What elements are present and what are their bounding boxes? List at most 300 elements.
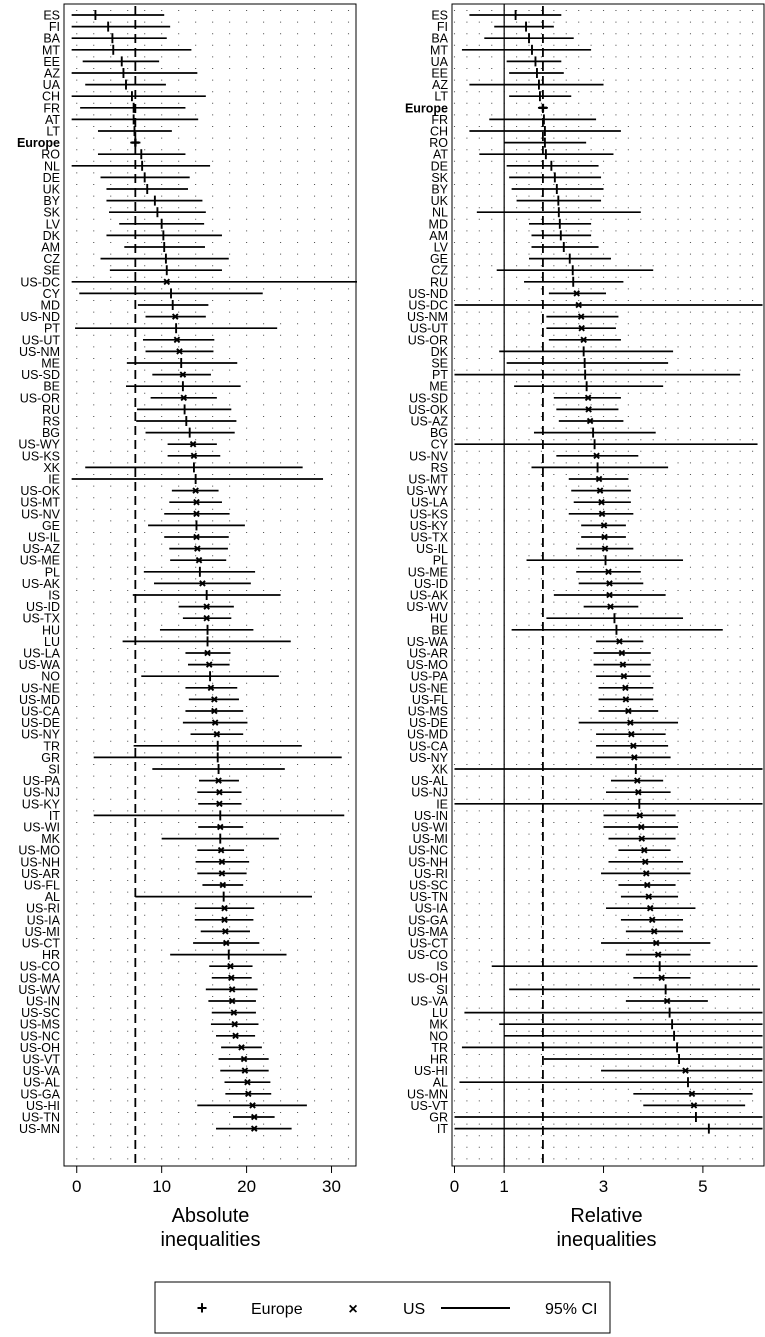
row-label: US-AL [411, 774, 448, 789]
row-label: UA [42, 78, 60, 93]
row-label: DK [42, 228, 60, 243]
row-label: SK [431, 170, 448, 185]
row-label: MK [429, 1017, 448, 1032]
row-label: HU [429, 611, 448, 626]
forest-row [430, 612, 683, 626]
plot-frame [64, 4, 356, 1166]
row-label: US-OR [19, 391, 60, 406]
forest-row [41, 299, 209, 313]
row-label: US-IL [416, 542, 448, 557]
forest-row [429, 136, 586, 150]
forest-row [42, 623, 253, 637]
row-label: US-MS [407, 704, 448, 719]
row-label: BA [431, 31, 448, 46]
row-label: US-WI [23, 820, 60, 835]
row-label: US-OH [407, 971, 448, 986]
row-label: US-WI [411, 820, 448, 835]
row-label: US-SD [21, 368, 60, 383]
row-label: BE [43, 379, 60, 394]
forest-row [410, 589, 666, 603]
row-label: DE [430, 159, 448, 174]
row-label: US-IA [26, 913, 60, 928]
row-label: US-NM [19, 344, 60, 359]
row-label: CZ [431, 263, 448, 278]
x-tick-label: 10 [152, 1177, 172, 1196]
row-label: MD [40, 298, 60, 313]
row-label: SK [43, 205, 60, 220]
row-label: BG [429, 426, 448, 441]
forest-row [43, 78, 166, 92]
row-label: US-WA [406, 634, 448, 649]
row-label: US-CA [409, 739, 448, 754]
forest-row [43, 229, 222, 243]
row-label: ME [429, 379, 448, 394]
legend-us-label: US [403, 1301, 426, 1318]
forest-row [430, 125, 621, 139]
row-label: US-MD [19, 692, 60, 707]
row-label: US-IN [413, 808, 448, 823]
row-label: US-MO [18, 843, 60, 858]
row-label: US-ME [19, 553, 60, 568]
row-label: RU [41, 402, 60, 417]
row-label: DK [430, 344, 448, 359]
x-tick-label: 0 [449, 1177, 460, 1196]
row-label: US-NJ [23, 785, 60, 800]
forest-row [43, 206, 206, 220]
row-label: FI [436, 20, 448, 35]
forest-row [432, 206, 641, 220]
forest-row [43, 101, 185, 115]
row-label: US-PA [22, 774, 60, 789]
row-label: US-RI [25, 901, 60, 916]
row-label: AL [432, 1075, 448, 1090]
forest-row [43, 171, 190, 185]
forest-row [44, 67, 197, 81]
row-label: US-NH [20, 855, 60, 870]
legend-frame [155, 1282, 610, 1333]
forest-row [49, 20, 170, 34]
row-label: US-PA [410, 669, 448, 684]
forest-row [436, 797, 762, 811]
forest-row [431, 1041, 762, 1055]
forest-row [43, 380, 240, 394]
row-label: IS [436, 959, 448, 974]
forest-row [411, 774, 663, 788]
x-tick-label: 0 [72, 1177, 82, 1196]
x-tick-label: 1 [499, 1177, 509, 1196]
row-label: US-TN [21, 1110, 60, 1125]
row-label: US-ND [408, 286, 448, 301]
row-label: LU [44, 634, 60, 649]
row-label: SE [43, 263, 60, 278]
row-label: CY [430, 437, 448, 452]
row-label: PT [432, 368, 448, 383]
row-label: US-AR [409, 646, 448, 661]
row-label: US-CO [19, 959, 60, 974]
row-label: US-CO [407, 948, 448, 963]
row-label: US-ND [20, 310, 60, 325]
forest-row [431, 183, 603, 197]
row-label: US-NE [409, 681, 448, 696]
row-label: US-AZ [410, 414, 448, 429]
row-label: HR [429, 1052, 448, 1067]
row-label: US-DE [21, 716, 60, 731]
row-label: IE [436, 797, 448, 812]
row-label: HU [41, 623, 60, 638]
row-label: US-WA [18, 658, 60, 673]
forest-row [42, 90, 206, 104]
forest-row [431, 67, 563, 81]
row-label: FI [48, 20, 60, 35]
row-label: BY [431, 182, 448, 197]
row-label: ES [431, 8, 448, 23]
forest-row [43, 9, 164, 23]
row-label: US-ME [407, 565, 448, 580]
row-label: UA [430, 54, 448, 69]
forest-row [43, 415, 237, 429]
row-label: LV [433, 240, 448, 255]
row-label: LT [434, 89, 448, 104]
forest-row [432, 368, 740, 382]
row-label: SI [436, 982, 448, 997]
row-label: US-OK [20, 484, 60, 499]
row-label: IT [48, 808, 60, 823]
forest-row [44, 322, 277, 336]
x-axis-title: Relative [570, 1205, 643, 1227]
forest-row [407, 1087, 753, 1101]
forest-row [26, 995, 256, 1009]
forest-row [409, 751, 671, 765]
row-label: US-WV [406, 600, 448, 615]
row-label: PL [44, 565, 60, 580]
row-label: AM [41, 240, 60, 255]
x-axis-title: Absolute [171, 1205, 250, 1227]
row-label: US-CA [21, 704, 60, 719]
row-label: CH [429, 124, 448, 139]
row-label: US-UT [21, 333, 60, 348]
row-label: CZ [43, 252, 60, 267]
row-label: TR [43, 739, 60, 754]
x-tick-label: 3 [598, 1177, 609, 1196]
row-label: US-KY [21, 797, 60, 812]
row-label: AT [432, 147, 448, 162]
relative-inequalities-panel [405, 4, 764, 1251]
forest-row [408, 971, 691, 985]
forest-row [436, 960, 757, 974]
forest-row [46, 217, 205, 231]
row-label: NL [44, 159, 60, 174]
row-label: PL [432, 553, 448, 568]
row-label: US-TX [22, 611, 60, 626]
row-label: GE [41, 518, 60, 533]
row-label: US-MT [20, 495, 60, 510]
row-label: US-NV [409, 449, 448, 464]
row-label: US-MA [19, 971, 60, 986]
row-label: NO [429, 1029, 448, 1044]
row-label: Europe [16, 136, 60, 151]
forest-row [48, 473, 323, 487]
row-label: LT [46, 124, 60, 139]
row-label: US-WV [18, 982, 60, 997]
forest-row [41, 357, 237, 371]
forest-row [431, 461, 668, 475]
row-label: US-VT [410, 1098, 448, 1113]
row-label: MT [41, 43, 60, 58]
row-label: RS [42, 414, 60, 429]
row-label: US-MA [407, 924, 448, 939]
forest-row [48, 589, 280, 603]
forest-row [17, 136, 140, 150]
forest-row [430, 275, 623, 289]
legend-europe-label: Europe [251, 1301, 303, 1318]
forest-row [408, 855, 683, 869]
forest-row [43, 739, 301, 753]
row-label: US-NY [21, 727, 60, 742]
forest-row [46, 125, 172, 139]
row-label: US-ID [25, 600, 60, 615]
row-label: US-SD [409, 391, 448, 406]
row-label: US-UT [409, 321, 448, 336]
legend-us-symbol: × [348, 1301, 358, 1318]
row-label: US-MD [407, 727, 448, 742]
forest-row [41, 241, 205, 255]
forest-row [433, 148, 614, 162]
row-label: US-MO [406, 658, 448, 673]
row-label: US-MI [412, 832, 448, 847]
row-label: CY [42, 286, 60, 301]
row-label: US-DC [20, 275, 60, 290]
forest-row [414, 867, 691, 881]
row-label: US-IA [414, 901, 448, 916]
x-tick-label: 30 [322, 1177, 341, 1196]
legend-europe-symbol: + [196, 1298, 208, 1318]
row-label: GE [429, 252, 448, 267]
row-label: NO [41, 669, 60, 684]
row-label: US-TX [410, 530, 448, 545]
row-label: IS [48, 588, 60, 603]
row-label: US-KS [409, 507, 448, 522]
row-label: US-NJ [411, 785, 448, 800]
forest-row [429, 229, 591, 243]
forest-row [411, 1099, 746, 1113]
row-label: RU [429, 275, 448, 290]
row-label: US-WY [18, 437, 60, 452]
row-label: CH [41, 89, 60, 104]
forest-row [416, 542, 633, 556]
forest-row [408, 948, 691, 962]
forest-row [26, 902, 254, 916]
forest-row [45, 113, 198, 127]
x-axis-title: inequalities [160, 1229, 261, 1251]
forest-row [405, 101, 548, 115]
row-label: SI [48, 762, 60, 777]
row-label: PT [44, 321, 60, 336]
row-label: GR [429, 1110, 448, 1125]
row-label: US-DC [408, 298, 448, 313]
row-label: RO [429, 136, 448, 151]
forest-row [414, 809, 676, 823]
forest-row [436, 983, 760, 997]
row-label: DE [42, 170, 60, 185]
row-label: AZ [432, 78, 448, 93]
row-label: RO [41, 147, 60, 162]
forest-row [41, 148, 185, 162]
row-label: US-NH [408, 855, 448, 870]
row-label: HR [41, 948, 60, 963]
row-label: EE [431, 66, 448, 81]
row-label: US-VT [22, 1052, 60, 1067]
row-label: US-NM [407, 310, 448, 325]
row-label: US-AK [409, 588, 448, 603]
row-label: US-OR [407, 333, 448, 348]
row-label: US-AL [23, 1075, 60, 1090]
row-label: SE [431, 356, 448, 371]
row-label: US-MI [24, 924, 60, 939]
row-label: IT [436, 1122, 448, 1137]
row-label: US-LA [411, 495, 448, 510]
row-label: UK [430, 194, 448, 209]
legend-ci-label: 95% CI [545, 1301, 598, 1318]
row-label: FR [43, 101, 60, 116]
forest-row [437, 1122, 763, 1136]
row-label: RS [430, 460, 448, 475]
row-label: US-IL [28, 530, 60, 545]
forest-row [42, 403, 231, 417]
row-label: US-SC [21, 1006, 60, 1021]
row-label: AT [44, 112, 60, 127]
row-label: US-NY [409, 750, 448, 765]
forest-row [432, 1006, 763, 1020]
forest-row [48, 763, 285, 777]
row-label: BE [431, 623, 448, 638]
row-label: NL [432, 205, 448, 220]
row-label: AL [44, 890, 60, 905]
row-label: US-CT [21, 936, 60, 951]
row-label: US-KS [21, 449, 60, 464]
row-label: US-LA [23, 646, 60, 661]
forest-row [408, 299, 762, 313]
forest-row [412, 693, 653, 707]
row-label: XK [43, 460, 60, 475]
forest-row [432, 78, 604, 92]
forest-row [431, 32, 573, 46]
forest-row [44, 635, 291, 649]
row-label: ME [41, 356, 60, 371]
forest-row [410, 890, 678, 904]
row-label: US-FL [23, 878, 60, 893]
forest-row [19, 1122, 292, 1136]
row-label: US-MN [407, 1087, 448, 1102]
forest-row [20, 275, 357, 289]
row-label: MD [428, 217, 448, 232]
forest-row [411, 821, 678, 835]
forest-row [431, 623, 722, 637]
row-label: AZ [44, 66, 60, 81]
row-label: US-TN [409, 890, 448, 905]
forest-row [41, 751, 341, 765]
row-label: US-IN [25, 994, 60, 1009]
forest-row [27, 913, 254, 927]
forest-row [411, 995, 708, 1009]
forest-row [42, 948, 287, 962]
forest-row [433, 1076, 763, 1090]
row-label: IE [48, 472, 60, 487]
row-label: TR [431, 1040, 448, 1055]
x-axis-title: inequalities [556, 1229, 657, 1251]
forest-row [43, 55, 159, 69]
row-label: Europe [404, 101, 448, 116]
forest-row [430, 252, 611, 266]
forest-row [431, 763, 762, 777]
row-label: BG [41, 426, 60, 441]
row-label: US-GA [408, 913, 448, 928]
forest-row [23, 1076, 270, 1090]
row-label: US-FL [411, 692, 448, 707]
row-label: US-AR [21, 866, 60, 881]
row-label: US-KY [409, 518, 448, 533]
row-label: US-AZ [22, 542, 60, 557]
row-label: BY [43, 194, 60, 209]
forest-row [408, 913, 683, 927]
forest-row [431, 159, 599, 173]
row-label: AM [429, 228, 448, 243]
row-label: GR [41, 750, 60, 765]
row-label: BA [43, 31, 60, 46]
forest-row [44, 159, 210, 173]
row-label: US-VA [22, 1064, 60, 1079]
row-label: US-ID [413, 576, 448, 591]
row-label: US-NC [408, 843, 448, 858]
row-label: US-NV [21, 507, 60, 522]
row-label: US-AK [21, 576, 60, 591]
forest-row [431, 194, 601, 208]
legend [155, 1282, 610, 1333]
row-label: UK [42, 182, 60, 197]
row-label: US-NC [20, 1029, 60, 1044]
forest-row [414, 1064, 763, 1078]
row-label: US-MT [408, 472, 448, 487]
absolute-inequalities-panel [17, 4, 357, 1251]
row-label: US-CT [409, 936, 448, 951]
row-label: US-OK [408, 402, 448, 417]
row-label: LU [432, 1006, 448, 1021]
forest-row [433, 554, 683, 568]
row-label: US-GA [20, 1087, 60, 1102]
row-label: US-MN [19, 1122, 60, 1137]
row-label: ES [43, 8, 60, 23]
row-label: US-NE [21, 681, 60, 696]
forest-row [43, 32, 166, 46]
row-label: XK [431, 762, 448, 777]
x-tick-label: 20 [237, 1177, 257, 1196]
row-label: MT [429, 43, 448, 58]
row-label: US-WY [406, 484, 448, 499]
row-label: FR [431, 112, 448, 127]
row-label: US-MS [19, 1017, 60, 1032]
row-label: US-SC [409, 878, 448, 893]
row-label: EE [43, 54, 60, 69]
row-label: US-HI [413, 1064, 448, 1079]
forest-row [26, 1099, 307, 1113]
row-label: US-RI [413, 866, 448, 881]
forest-row [42, 519, 245, 533]
row-label: MK [41, 832, 60, 847]
x-tick-label: 5 [698, 1177, 708, 1196]
row-label: US-OH [19, 1040, 60, 1055]
row-label: US-VA [410, 994, 448, 1009]
row-label: US-HI [25, 1098, 60, 1113]
forest-row [431, 113, 596, 127]
